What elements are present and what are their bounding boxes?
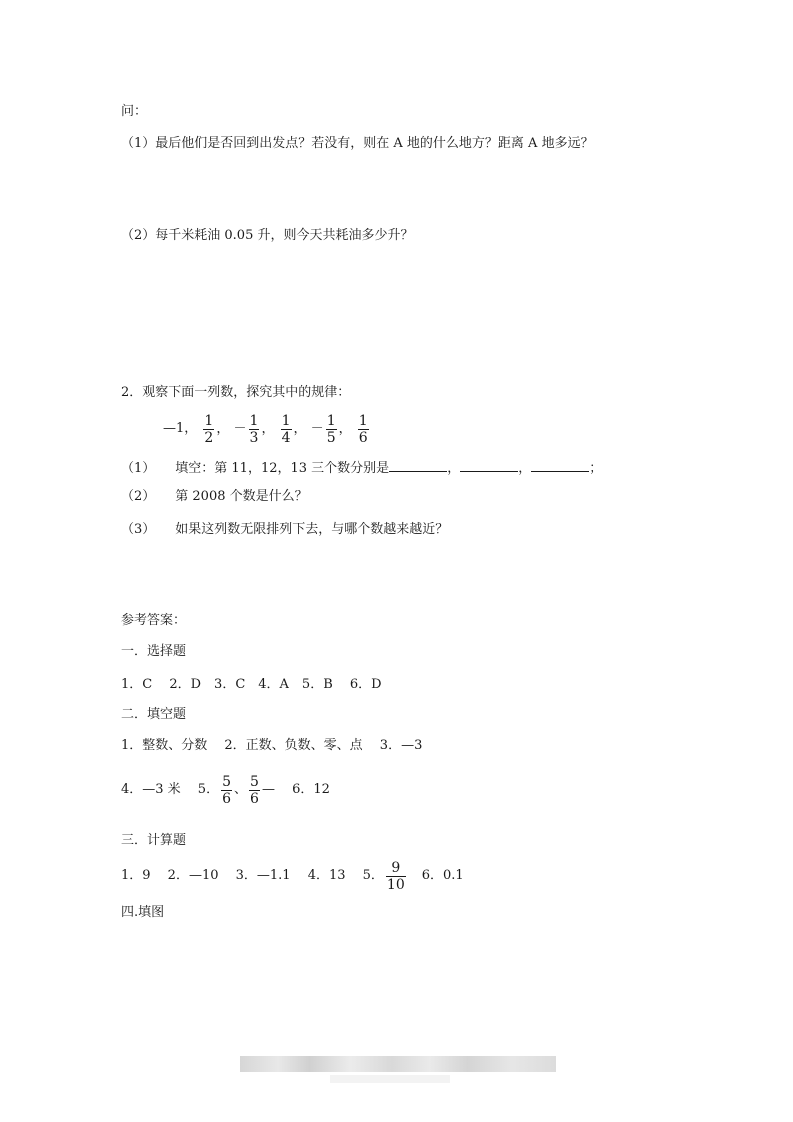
section-3-answers: 1．9 2．—10 3．—1.1 4．13 5． $\frac{9}{10}$ 6．0.1: [121, 859, 464, 893]
section-2-answers-line-1: 1．整数、分数 2．正数、负数、零、点 3．—3: [121, 738, 423, 753]
question-2: （2）每千米耗油 0.05 升，则今天共耗油多少升？: [121, 228, 414, 243]
fraction-nine-tenths: $\frac{9}{10}$: [386, 859, 405, 893]
sub-question-3-text: 如果这列数无限排列下去，与哪个数越来越近？: [175, 522, 449, 537]
blurred-footer-subline: [330, 1075, 450, 1083]
sub-question-2-text: 第 2008 个数是什么？: [175, 489, 308, 504]
answer-blank-12[interactable]: [460, 459, 518, 472]
sub-question-1: （1） 填空：第 11，12，13 三个数分别是 ， ， ；: [121, 461, 603, 476]
sub-question-1-text: 填空：第 11，12，13 三个数分别是: [175, 461, 390, 476]
question-1: （1）最后他们是否回到出发点？若没有，则在 A 地的什么地方？距离 A 地多远？: [121, 136, 594, 151]
answer-blank-13[interactable]: [531, 459, 589, 472]
section-2-answers-line-2: 4．—3 米 5． $\frac{5}{6}$ 、 $\frac{5}{6}$ — 6．12: [121, 773, 330, 807]
blurred-footer-watermark: [240, 1056, 556, 1072]
sub-question-1-label: （1）: [121, 461, 156, 476]
section-1-answers: 1．C 2．D 3．C 4．A 5．B 6．D: [121, 677, 382, 692]
question-intro: 问：: [121, 104, 148, 119]
sequence-term: $\frac{1}{4}$ ，: [281, 412, 307, 446]
answers-title: 参考答案：: [121, 613, 187, 628]
sequence-term: － $\frac{1}{5}$ ，: [310, 412, 352, 446]
section-4-title: 四.填图: [121, 905, 165, 920]
answer-blank-11[interactable]: [389, 459, 447, 472]
section-3-title: 三．计算题: [121, 833, 187, 848]
sequence-term: － $\frac{1}{3}$ ，: [233, 412, 275, 446]
sub-question-3: [121, 522, 448, 538]
problem-2-title: 2．观察下面一列数，探究其中的规律：: [121, 385, 351, 400]
sub-question-2: [121, 489, 308, 505]
section-2-title: 二．填空题: [121, 707, 187, 722]
number-sequence: [163, 409, 371, 449]
sequence-first: —1，: [163, 421, 198, 436]
sequence-term: $\frac{1}{2}$ ，: [204, 412, 230, 446]
sub-question-2-label: （2）: [121, 489, 156, 504]
fraction-five-sixths: $\frac{5}{6}$: [250, 773, 259, 807]
section-1-title: 一．选择题: [121, 644, 187, 659]
sequence-term: $\frac{1}{6}$: [358, 412, 368, 446]
fraction-five-sixths: $\frac{5}{6}$: [222, 773, 231, 807]
sub-question-3-label: （3）: [121, 522, 156, 537]
